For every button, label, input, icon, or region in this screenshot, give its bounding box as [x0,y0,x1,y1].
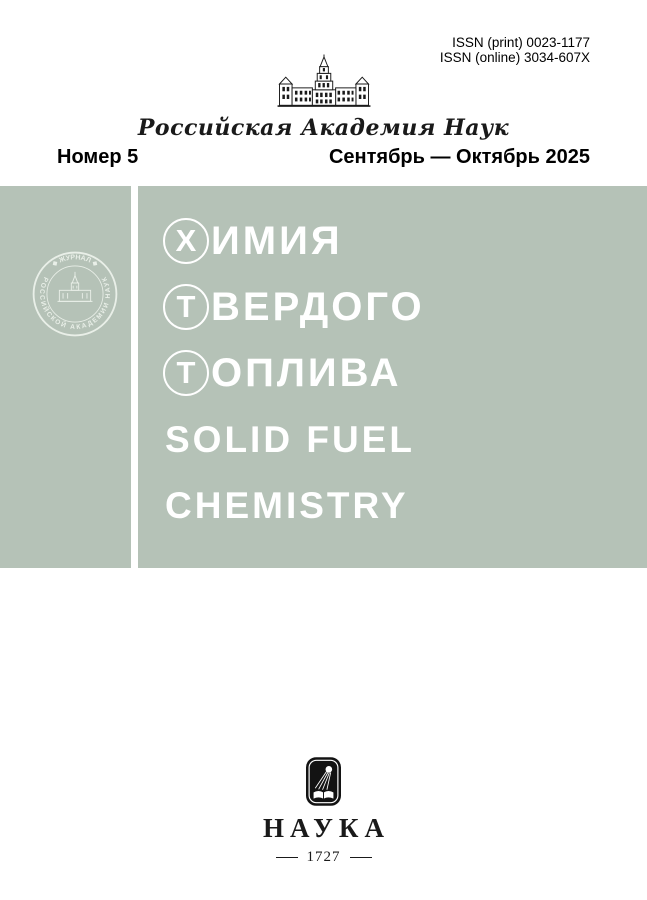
seal-bottom-text: РОССИЙСКОЙ АКАДЕМИИ НАУК [37,275,113,332]
year-rule-left [276,857,298,858]
issue-date: Сентябрь — Октябрь 2025 [328,146,590,168]
circled-initial [163,284,209,330]
publisher-year: 1727 [306,849,341,865]
title-line-rest: ОПЛИВА [211,351,402,395]
title-en-line-2 [163,472,647,538]
seal-building-icon [58,272,93,301]
issue-row [57,146,590,169]
publisher-year-row [276,849,372,866]
circled-initial [163,218,209,264]
issn-online: ISSN (online) 3034-607X [439,49,590,65]
journal-seal [29,248,121,340]
year-rule-right [350,857,372,858]
title-line-rest: ИМИЯ [211,219,343,263]
title-line-2 [163,274,647,340]
initial-letter: Х [175,222,197,258]
title-line-3 [163,340,647,406]
left-column [0,186,131,568]
title-en-text: SOLID FUEL [165,418,415,460]
publisher-name: НАУКА [262,813,391,843]
seal-top-text: ◆ ЖУРНАЛ ◆ [51,254,99,269]
ras-script-title: Российская Академия Наук [137,115,510,141]
circled-initial [163,350,209,396]
title-panel [138,186,647,568]
issue-number: Номер 5 [57,146,139,168]
title-line-rest: ВЕРДОГО [211,285,425,329]
initial-letter: Т [176,354,196,390]
nauka-emblem-icon [306,757,341,806]
issn-print: ISSN (print) 0023-1177 [452,35,590,50]
title-en-text: CHEMISTRY [165,484,409,526]
title-en-line-1 [163,406,647,472]
ras-building-icon [272,54,376,114]
initial-letter: Т [176,288,196,324]
title-line-1 [163,208,647,274]
ras-emblem-block [0,54,647,141]
publisher-block [0,757,647,866]
